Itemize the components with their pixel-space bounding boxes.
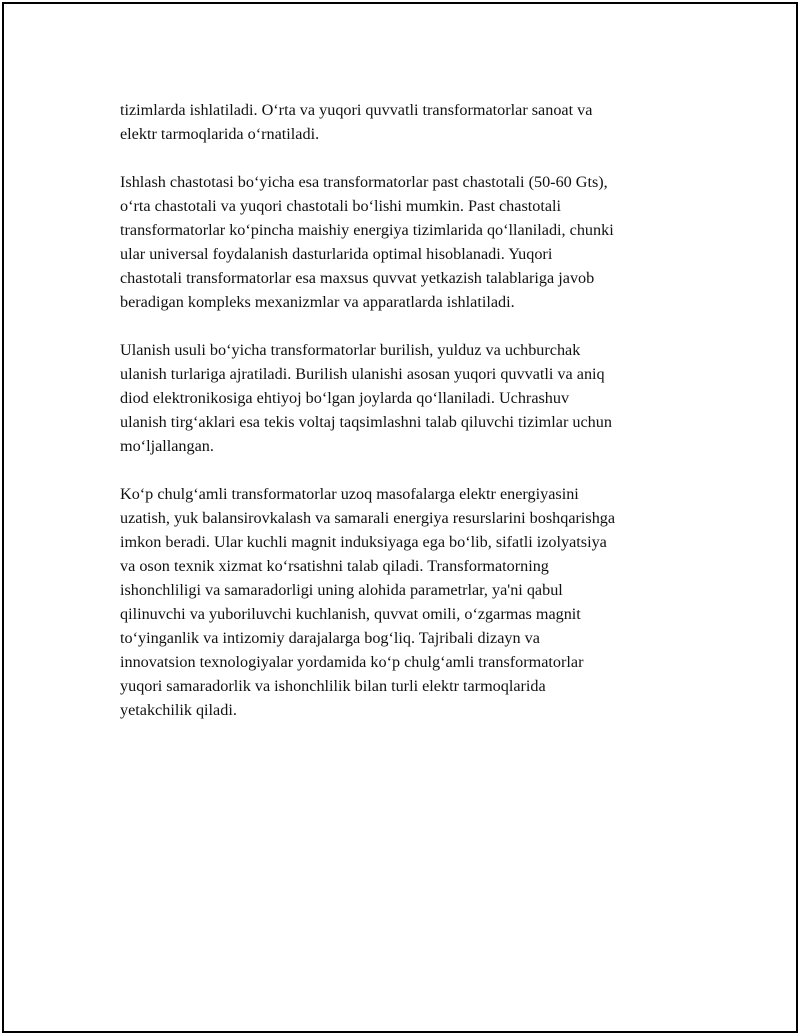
text-line: ishonchliligi va samaradorligi uning alohida parametrlar, ya'ni qabul [120,581,563,599]
text-line: uzatish, yuk balansirovkalash va samarali energiya resurslarini boshqarishga [120,509,616,527]
text-line: yetakchilik qiladi. [120,701,237,719]
paragraph [120,338,690,458]
text-line: elektr tarmoqlarida o‘rnatiladi. [120,125,320,143]
text-line: beradigan kompleks mexanizmlar va apparatlarda ishlatiladi. [120,293,515,311]
text-line: o‘rta chastotali va yuqori chastotali bo‘lishi mumkin. Past chastotali [120,197,562,215]
text-line: ulanish tirg‘aklari esa tekis voltaj taqsimlashni talab qiluvchi tizimlar uchun [120,413,612,431]
text-line: chastotali transformatorlar esa maxsus quvvat yetkazish talablariga javob [120,269,595,287]
paragraph [120,482,690,722]
text-line: tizimlarda ishlatiladi. O‘rta va yuqori quvvatli transformatorlar sanoat va [120,101,593,119]
text-line: Ishlash chastotasi bo‘yicha esa transformatorlar past chastotali (50-60 Gts), [120,173,608,191]
text-line: diod elektronikosiga ehtiyoj bo‘lgan joylarda qo‘llaniladi. Uchrashuv [120,389,570,407]
text-line: va oson texnik xizmat ko‘rsatishni talab qiladi. Transformatorning [120,557,549,575]
text-line: yuqori samaradorlik va ishonchlilik bilan turli elektr tarmoqlarida [120,677,546,695]
document-body [120,98,690,746]
paragraph [120,98,690,146]
paragraph [120,170,690,314]
text-line: to‘yinganlik va intizomiy darajalarga bog‘liq. Tajribali dizayn va [120,629,540,647]
text-line: qilinuvchi va yuboriluvchi kuchlanish, quvvat omili, o‘zgarmas magnit [120,605,581,623]
text-line: ulanish turlariga ajratiladi. Burilish ulanishi asosan yuqori quvvatli va aniq [120,365,605,383]
text-line: Ulanish usuli bo‘yicha transformatorlar burilish, yulduz va uchburchak [120,341,581,359]
page [2,2,798,1033]
text-line: innovatsion texnologiyalar yordamida ko‘p chulg‘amli transformatorlar [120,653,584,671]
text-line: transformatorlar ko‘pincha maishiy energiya tizimlarida qo‘llaniladi, chunki [120,221,614,239]
text-line: imkon beradi. Ular kuchli magnit induksiyaga ega bo‘lib, sifatli izolyatsiya [120,533,607,551]
text-line: Ko‘p chulg‘amli transformatorlar uzoq masofalarga elektr energiyasini [120,485,579,503]
text-line: mo‘ljallangan. [120,437,214,455]
text-line: ular universal foydalanish dasturlarida optimal hisoblanadi. Yuqori [120,245,553,263]
